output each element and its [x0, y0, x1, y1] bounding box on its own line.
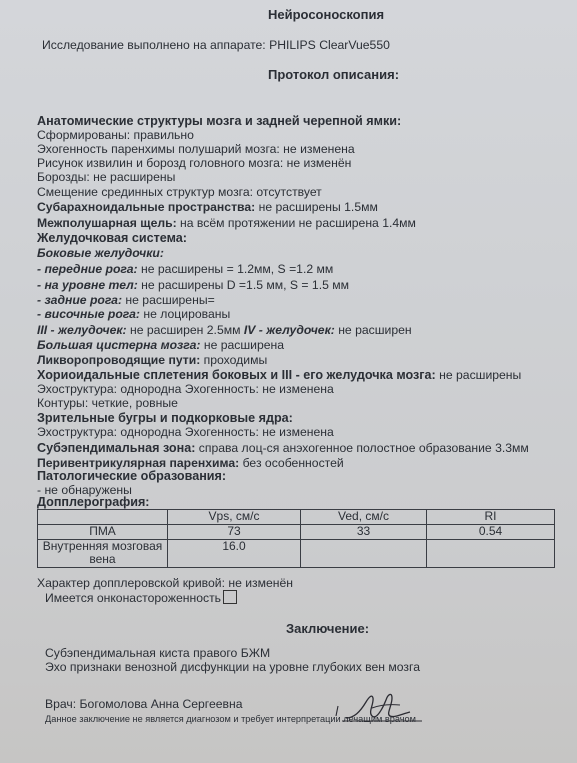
table-cell: Vps, см/с: [168, 510, 301, 525]
anatomy-echo-parenchyma: Эхогенность паренхимы полушарий мозга: не изменена: [37, 142, 355, 156]
pathology-value: - не обнаружены: [37, 483, 132, 497]
table-header-row: [38, 510, 555, 525]
oncotension-checkbox[interactable]: [223, 590, 237, 604]
document-title: Нейросоноскопия: [268, 7, 385, 22]
thalamus-echo: Эхоструктура: однородна Эхогенность: не изменена: [37, 425, 334, 439]
body-level: - на уровне тел: не расширены D =1.5 мм, S = 1.5 мм: [37, 278, 349, 292]
lateral-ventricles-heading: Боковые желудочки:: [37, 246, 164, 260]
table-cell: 16.0: [168, 540, 301, 568]
doppler-table: [37, 509, 555, 568]
ventricles-heading: Желудочковая система:: [37, 231, 187, 245]
third-fourth-ventricle: III - желудочек: не расширен 2.5мм IV - желудочек: не расширен: [37, 323, 412, 337]
conclusion-heading: Заключение:: [286, 621, 370, 636]
conclusion-line-2: Эхо признаки венозной дисфункции на уровне глубоких вен мозга: [45, 660, 420, 674]
disclaimer-line: Данное заключение не является диагнозом и требует интерпретации лечащим врачом: [45, 714, 416, 724]
doctor-line: Врач: Богомолова Анна Сергеевна: [45, 697, 243, 711]
table-cell: ПМА: [38, 525, 168, 540]
doppler-heading: Допплерография:: [37, 495, 150, 509]
csf-pathways: Ликворопроводящие пути: проходимы: [37, 353, 268, 367]
table-cell: [301, 540, 427, 568]
table-row: [38, 540, 555, 568]
table-cell: Внутренняя мозговая вена: [38, 540, 168, 568]
table-cell: 33: [301, 525, 427, 540]
cisterna-magna: Большая цистерна мозга: не расширена: [37, 338, 285, 352]
device-line: Исследование выполнено на аппарате: PHILIPS ClearVue550: [42, 38, 390, 52]
signature-graphic: [332, 688, 424, 728]
table-cell: [427, 540, 555, 568]
anatomy-midline: Смещение срединных структур мозга: отсутствует: [37, 185, 322, 199]
doppler-curve: Характер допплеровской кривой: не изменён: [37, 576, 294, 590]
table-cell: 73: [168, 525, 301, 540]
conclusion-line-1: Субэпендимальная киста правого БЖМ: [45, 646, 271, 660]
anatomy-subarachnoid: Субарахноидальные пространства: не расширены 1.5мм: [37, 200, 378, 214]
table-cell: 0.54: [427, 525, 555, 540]
thalamus-heading: Зрительные бугры и подкорковые ядра:: [37, 411, 293, 425]
front-horns: - передние рога: не расширены = 1.2мм, S =1.2 мм: [37, 262, 334, 276]
anatomy-sulci: Борозды: не расширены: [37, 170, 176, 184]
oncotension-line: Имеется онконастороженность: [45, 590, 237, 605]
table-cell: Ved, см/с: [301, 510, 427, 525]
table-cell: [38, 510, 168, 525]
anatomy-formed: Сформированы: правильно: [37, 128, 194, 142]
rear-horns: - задние рога: не расширены=: [37, 293, 215, 307]
protocol-title: Протокол описания:: [268, 67, 400, 82]
table-row: [38, 525, 555, 540]
table-cell: RI: [427, 510, 555, 525]
anatomy-heading: Анатомические структуры мозга и задней черепной ямки:: [37, 114, 402, 128]
anatomy-gyri: Рисунок извилин и борозд головного мозга: не изменён: [37, 156, 352, 170]
choroid-echo: Эхоструктура: однородна Эхогенность: не изменена: [37, 382, 334, 396]
subependymal-zone: Субэпендимальная зона: справа лоц-ся анэхогенное полостное образование 3.3мм: [37, 441, 529, 455]
periventricular-parenchyma: Перивентрикулярная паренхима: без особенностей: [37, 456, 344, 470]
choroid-contour: Контуры: четкие, ровные: [37, 396, 178, 410]
anatomy-interhemispheric: Межполушарная щель: на всём протяжении не расширена 1.4мм: [37, 216, 416, 230]
temporal-horns: - височные рога: не лоцированы: [37, 307, 231, 321]
choroid-heading: Хориоидальные сплетения боковых и III - его желудочка мозга: не расширены: [37, 368, 522, 382]
pathology-heading: Патологические образования:: [37, 469, 227, 483]
